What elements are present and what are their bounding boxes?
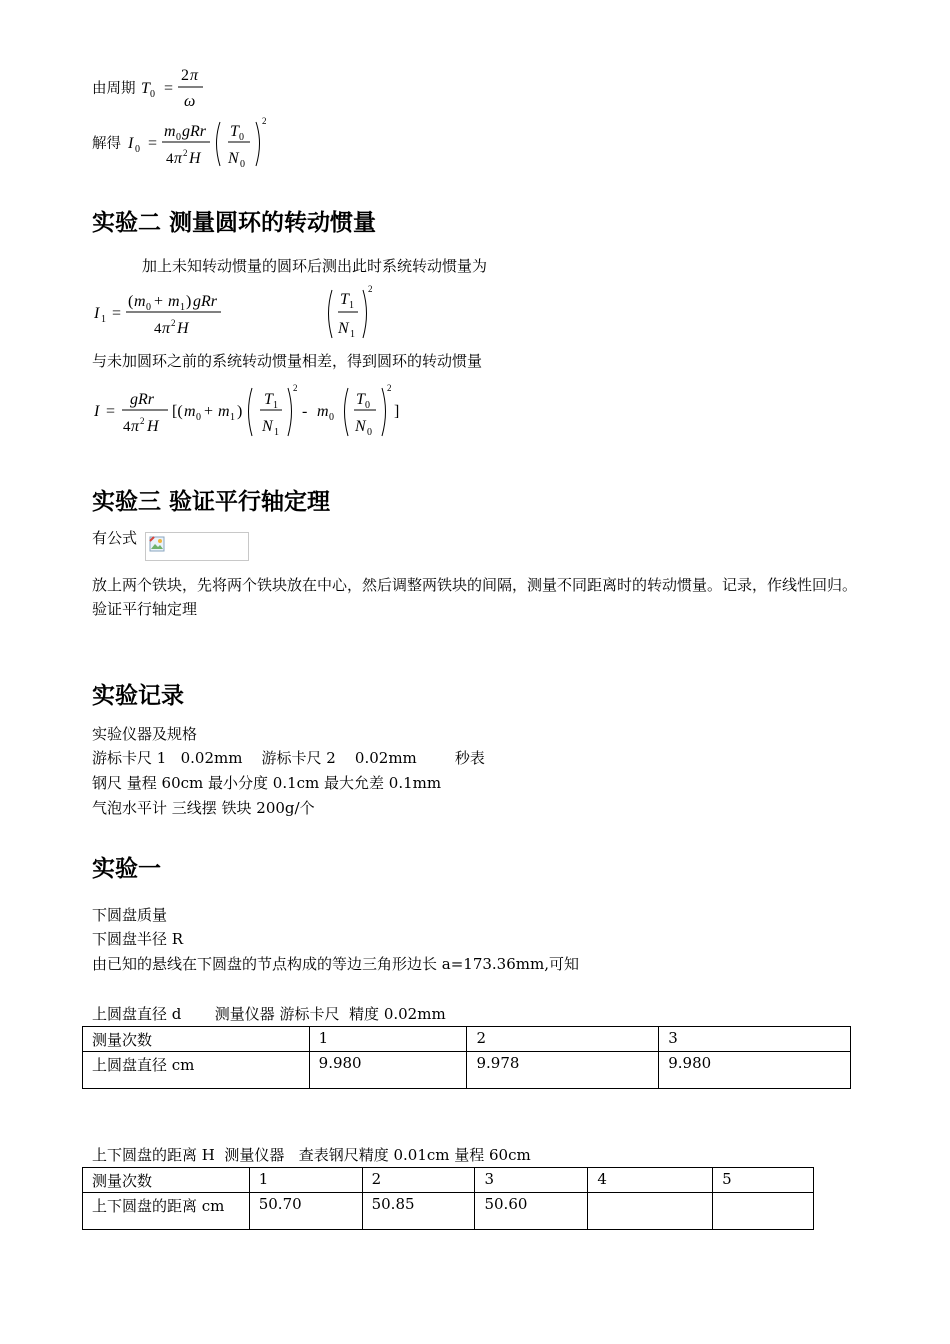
table-cell: 2 xyxy=(362,1168,475,1193)
table2-caption: 上下圆盘的距离 H 测量仪器 查表钢尺精度 0.01cm 量程 60cm xyxy=(92,1146,531,1164)
svg-text:I: I xyxy=(94,305,100,322)
svg-text:1: 1 xyxy=(273,400,278,411)
svg-text:0: 0 xyxy=(329,412,334,423)
table-cell: 测量次数 xyxy=(83,1168,250,1193)
svg-text:2: 2 xyxy=(293,383,298,393)
ring-inertia-formula xyxy=(92,380,512,442)
svg-text:0: 0 xyxy=(367,427,372,438)
svg-text:I: I xyxy=(128,135,134,152)
svg-text:m: m xyxy=(164,123,176,140)
svg-text:m: m xyxy=(168,293,180,310)
table-row xyxy=(83,1193,814,1230)
svg-text:): ) xyxy=(237,403,243,420)
exp1-title: 实验一 xyxy=(92,856,161,882)
exp3-formula-prefix: 有公式 xyxy=(92,529,138,547)
period-prefix: 由周期 xyxy=(92,81,136,97)
svg-text:2: 2 xyxy=(262,116,267,126)
svg-text:2: 2 xyxy=(183,148,188,158)
exp2-title: 实验二 测量圆环的转动惯量 xyxy=(92,210,377,236)
svg-text:π: π xyxy=(162,320,171,337)
svg-text:gRr: gRr xyxy=(130,391,154,408)
svg-text:0: 0 xyxy=(135,144,140,155)
svg-text:m: m xyxy=(184,403,196,420)
table-cell: 5 xyxy=(713,1168,814,1193)
svg-text:gRr: gRr xyxy=(182,123,206,140)
period-formula xyxy=(92,64,292,110)
svg-text:T: T xyxy=(340,291,349,308)
table1 xyxy=(82,1026,851,1089)
table-cell: 测量次数 xyxy=(83,1027,310,1052)
svg-text:N: N xyxy=(355,418,366,435)
svg-text:T: T xyxy=(230,123,239,140)
period-formula-svg xyxy=(92,64,292,110)
svg-text:gRr: gRr xyxy=(193,293,217,310)
table-cell: 50.70 xyxy=(249,1193,362,1230)
svg-text:=: = xyxy=(164,80,174,97)
solve-prefix: 解得 xyxy=(92,136,121,152)
table-cell: 3 xyxy=(475,1168,588,1193)
formula-image-placeholder xyxy=(145,532,249,561)
svg-text:=: = xyxy=(106,403,116,420)
svg-text:(: ( xyxy=(128,293,134,310)
svg-text:+: + xyxy=(154,293,164,310)
svg-text:ω: ω xyxy=(184,93,196,110)
table2 xyxy=(82,1167,814,1230)
svg-text:N: N xyxy=(338,320,349,337)
svg-text:N: N xyxy=(262,418,273,435)
svg-text:T: T xyxy=(264,391,273,408)
table-cell: 1 xyxy=(249,1168,362,1193)
table-cell: 50.85 xyxy=(362,1193,475,1230)
table-cell: 1 xyxy=(309,1027,467,1052)
svg-text:N: N xyxy=(228,150,239,167)
svg-text:π: π xyxy=(190,67,199,84)
exp3-description: 放上两个铁块，先将两个铁块放在中心，然后调整两铁块的间隔，测量不同距离时的转动惯量。记录，作线性回归。验证平行轴定理 xyxy=(92,576,858,618)
table-cell: 3 xyxy=(659,1027,851,1052)
svg-text:]: ] xyxy=(394,403,400,420)
svg-text:[(: [( xyxy=(172,403,183,420)
table-cell: 9.978 xyxy=(467,1052,659,1089)
record-title: 实验记录 xyxy=(92,683,184,709)
svg-text:=: = xyxy=(112,305,122,322)
exp1-radius-label: 下圆盘半径 R xyxy=(92,930,184,948)
instruments-title: 实验仪器及规格 xyxy=(92,725,198,743)
exp2-intro: 加上未知转动惯量的圆环后测出此时系统转动惯量为 xyxy=(142,257,488,275)
table-cell: 上圆盘直径 cm xyxy=(83,1052,310,1089)
svg-text:m: m xyxy=(218,403,230,420)
svg-text:0: 0 xyxy=(365,400,370,411)
svg-text:4: 4 xyxy=(123,419,131,435)
instruments-line3: 气泡水平计 三线摆 铁块 200g/个 xyxy=(92,799,315,817)
table-cell: 2 xyxy=(467,1027,659,1052)
svg-text:0: 0 xyxy=(240,159,245,170)
svg-text:I: I xyxy=(94,403,100,420)
table-cell xyxy=(588,1193,713,1230)
table-cell: 4 xyxy=(588,1168,713,1193)
svg-text:2: 2 xyxy=(140,416,145,426)
i0-formula xyxy=(92,112,352,174)
svg-text:1: 1 xyxy=(180,302,185,313)
svg-text:2: 2 xyxy=(368,284,373,294)
svg-text:2: 2 xyxy=(181,67,189,84)
exp1-triangle-text: 由已知的悬线在下圆盘的节点构成的等边三角形边长 a=173.36mm,可知 xyxy=(92,955,579,973)
svg-text:0: 0 xyxy=(196,412,201,423)
table-cell xyxy=(713,1193,814,1230)
i1-formula xyxy=(92,282,392,344)
exp3-title: 实验三 验证平行轴定理 xyxy=(92,489,331,515)
broken-image-icon xyxy=(149,536,165,552)
svg-text:H: H xyxy=(147,418,159,435)
instruments-line1: 游标卡尺 1 0.02mm 游标卡尺 2 0.02mm 秒表 xyxy=(92,749,485,767)
svg-text:0: 0 xyxy=(150,89,155,100)
exp1-mass-label: 下圆盘质量 xyxy=(92,906,168,924)
svg-text:+: + xyxy=(204,403,214,420)
svg-text:1: 1 xyxy=(350,329,355,340)
svg-text:0: 0 xyxy=(239,132,244,143)
svg-text:π: π xyxy=(131,418,140,435)
svg-text:2: 2 xyxy=(387,383,392,393)
table1-caption: 上圆盘直径 d 测量仪器 游标卡尺 精度 0.02mm xyxy=(92,1005,446,1023)
exp2-diff-text: 与未加圆环之前的系统转动惯量相差，得到圆环的转动惯量 xyxy=(92,352,483,370)
i1-formula-svg xyxy=(92,282,392,344)
ring-inertia-formula-svg xyxy=(92,380,512,442)
i0-formula-svg xyxy=(92,112,352,174)
svg-text:m: m xyxy=(317,403,329,420)
instruments-line2: 钢尺 量程 60cm 最小分度 0.1cm 最大允差 0.1mm xyxy=(92,774,442,792)
svg-text:=: = xyxy=(148,135,158,152)
table-cell: 50.60 xyxy=(475,1193,588,1230)
table-cell: 9.980 xyxy=(659,1052,851,1089)
svg-text:1: 1 xyxy=(274,427,279,438)
svg-text:1: 1 xyxy=(230,412,235,423)
svg-text:m: m xyxy=(134,293,146,310)
table-row xyxy=(83,1027,851,1052)
svg-text:T: T xyxy=(141,80,150,97)
svg-text:0: 0 xyxy=(146,302,151,313)
svg-text:T: T xyxy=(356,391,365,408)
table-cell: 9.980 xyxy=(309,1052,467,1089)
svg-text:H: H xyxy=(189,150,201,167)
svg-text:π: π xyxy=(174,150,183,167)
svg-text:4: 4 xyxy=(166,151,174,167)
table-cell: 上下圆盘的距离 cm xyxy=(83,1193,250,1230)
svg-text:4: 4 xyxy=(154,321,162,337)
svg-text:): ) xyxy=(186,293,192,310)
svg-text:0: 0 xyxy=(176,132,181,143)
svg-text:-: - xyxy=(302,403,308,420)
table-row xyxy=(83,1168,814,1193)
svg-text:1: 1 xyxy=(349,300,354,311)
svg-text:2: 2 xyxy=(171,318,176,328)
table-row xyxy=(83,1052,851,1089)
svg-text:1: 1 xyxy=(101,314,106,325)
svg-text:H: H xyxy=(177,320,189,337)
